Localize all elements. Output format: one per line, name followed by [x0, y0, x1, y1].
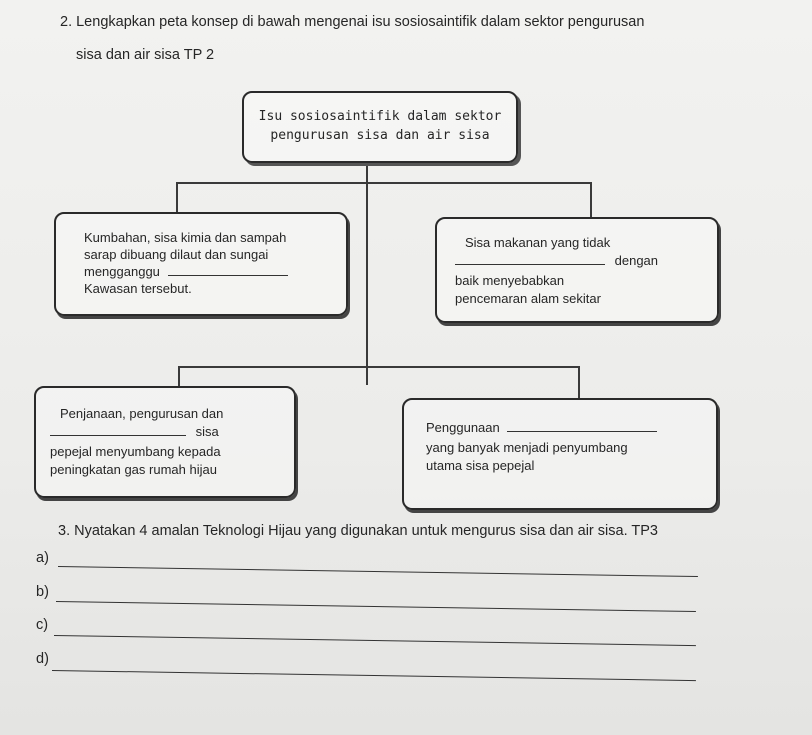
- answer-label-d: d): [36, 651, 49, 667]
- connector-top-horizontal: [176, 182, 592, 184]
- box2-line2: dengan: [614, 253, 659, 268]
- question-3-text: 3. Nyatakan 4 amalan Teknologi Hijau yang digunakan untuk mengurus sisa dan air sisa. TP3: [58, 523, 658, 539]
- box2-line3: baik menyebabkan: [455, 273, 565, 288]
- box3-line3: pepejal menyumbang kepada: [50, 444, 221, 459]
- connector-main-down: [366, 163, 368, 385]
- concept-box-2: [435, 217, 719, 323]
- answer-line-b[interactable]: [56, 601, 696, 612]
- connector-top-left-drop: [176, 182, 178, 212]
- concept-main-line1: Isu sosiosaintifik dalam sektor: [258, 109, 502, 124]
- connector-bottom-horizontal: [178, 366, 580, 368]
- answer-line-d[interactable]: [52, 670, 696, 681]
- box4-answer-blank[interactable]: [507, 431, 657, 432]
- box2-line4: pencemaran alam sekitar: [455, 291, 601, 306]
- answer-label-c: c): [36, 617, 49, 633]
- answer-label-a: a): [36, 550, 49, 566]
- box1-line4: Kawasan tersebut.: [84, 281, 192, 296]
- question-2-text: 2. Lengkapkan peta konsep di bawah mengenai isu sosiosaintifik dalam sektor pengurusan: [60, 14, 645, 30]
- box4-line2: yang banyak menjadi penyumbang: [426, 440, 628, 455]
- box3-answer-blank[interactable]: [50, 435, 186, 436]
- box3-line4: peningkatan gas rumah hijau: [50, 462, 217, 477]
- box3-line1: Penjanaan, pengurusan dan: [60, 406, 224, 421]
- box1-line2: sarap dibuang dilaut dan sungai: [84, 247, 269, 262]
- concept-box-4: [402, 398, 718, 510]
- answer-label-b: b): [36, 584, 49, 600]
- connector-bottom-right-drop: [578, 366, 580, 398]
- answer-line-a[interactable]: [58, 566, 698, 577]
- box4-line1: Penggunaan: [426, 420, 500, 435]
- concept-main-box: [242, 91, 518, 163]
- connector-top-right-drop: [590, 182, 592, 217]
- box1-answer-blank[interactable]: [168, 275, 288, 276]
- concept-box-3: [34, 386, 296, 498]
- box1-line1: Kumbahan, sisa kimia dan sampah: [84, 230, 287, 245]
- box3-line2: sisa: [195, 424, 219, 439]
- box2-line1: Sisa makanan yang tidak: [465, 235, 611, 250]
- concept-box-1: [54, 212, 348, 316]
- question-2-text-continued: sisa dan air sisa TP 2: [76, 47, 215, 63]
- answer-line-c[interactable]: [54, 635, 696, 646]
- connector-bottom-left-drop: [178, 366, 180, 386]
- box2-answer-blank[interactable]: [455, 264, 605, 265]
- box1-line3: mengganggu: [84, 264, 160, 279]
- concept-main-line2: pengurusan sisa dan air sisa: [270, 128, 490, 143]
- box4-line3: utama sisa pepejal: [426, 458, 535, 473]
